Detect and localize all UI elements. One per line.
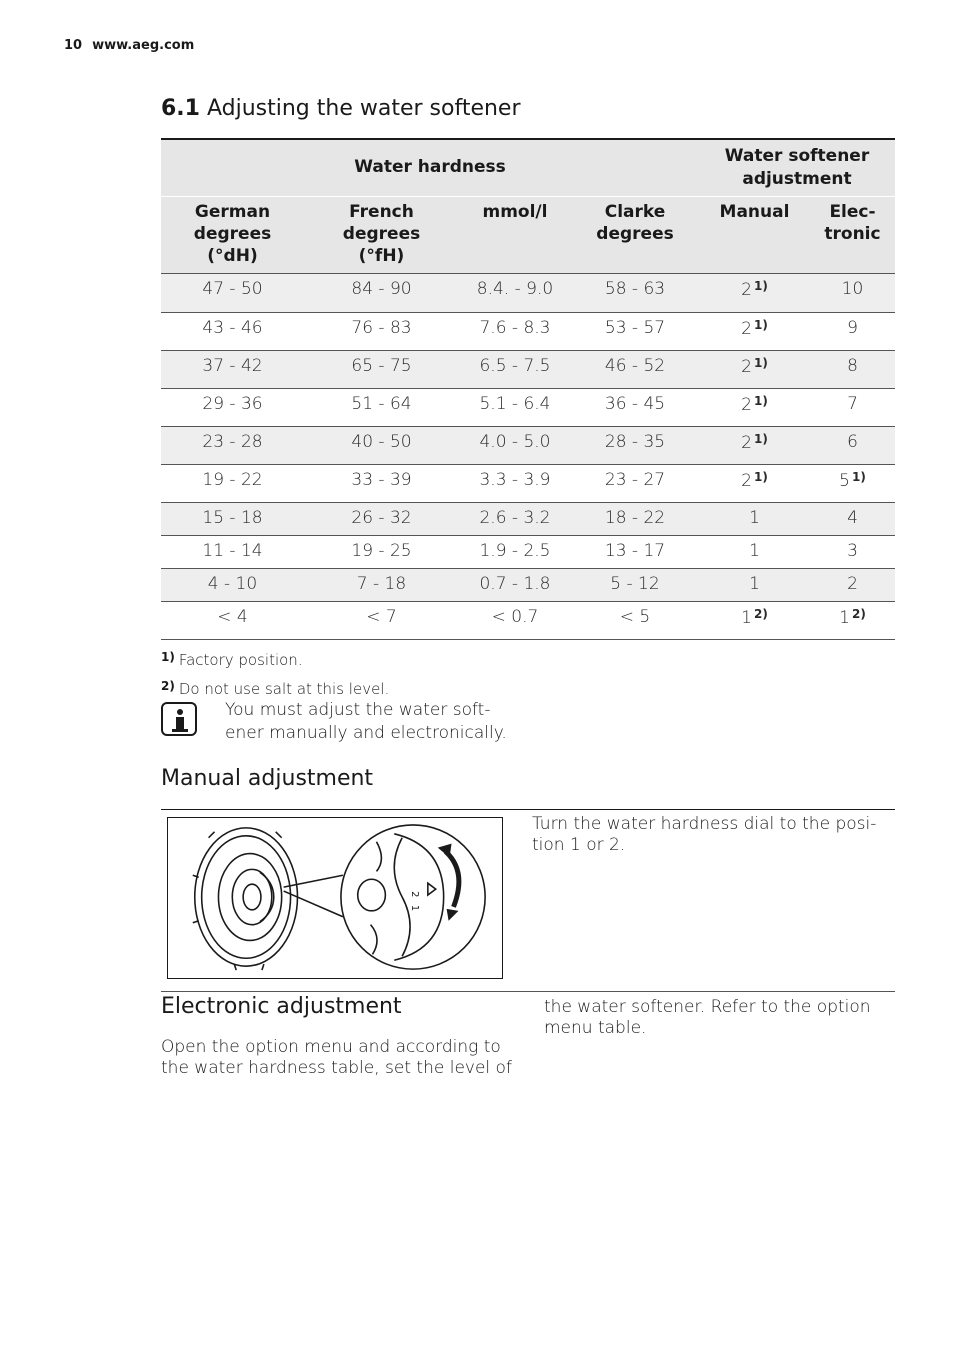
cell-mmol: 0.7 - 1.8	[459, 568, 571, 601]
table-row	[161, 350, 895, 388]
cell-mmol: < 0.7	[459, 601, 571, 639]
cell-mmol: 5.1 - 6.4	[459, 388, 571, 426]
electronic-adjustment-text-left: Open the option menu and according to the water hardness table, set the level of	[161, 1037, 512, 1078]
footnote-1: $^{1)}$ Factory position.	[161, 650, 303, 669]
cell-mmol: 7.6 - 8.3	[459, 312, 571, 350]
cell-manual: 2 $^{1)}$	[699, 388, 810, 426]
cell-german-degrees: 11 - 14	[161, 535, 304, 568]
cell-clarke-degrees: 58 - 63	[571, 273, 699, 312]
table-row	[161, 568, 895, 601]
cell-french-degrees: 76 - 83	[304, 312, 459, 350]
cell-manual: 2 $^{1)}$	[699, 312, 810, 350]
cell-electronic: 3	[810, 535, 895, 568]
info-icon	[161, 702, 197, 736]
cell-french-degrees: 40 - 50	[304, 426, 459, 464]
cell-electronic: 7	[810, 388, 895, 426]
table-row	[161, 502, 895, 535]
col-mmol: mmol/l	[459, 196, 571, 273]
dial-illustration	[168, 818, 502, 978]
cell-electronic: 5 $^{1)}$	[810, 464, 895, 502]
cell-german-degrees: 19 - 22	[161, 464, 304, 502]
table-row	[161, 273, 895, 312]
table-row	[161, 312, 895, 350]
cell-clarke-degrees: 5 - 12	[571, 568, 699, 601]
cell-french-degrees: 19 - 25	[304, 535, 459, 568]
cell-electronic: 9	[810, 312, 895, 350]
section-title-text: Adjusting the water softener	[206, 96, 521, 121]
table-row	[161, 535, 895, 568]
manual-divider	[161, 809, 895, 810]
cell-manual: 1	[699, 568, 810, 601]
cell-manual: 2 $^{1)}$	[699, 273, 810, 312]
cell-manual: 1	[699, 535, 810, 568]
table-body	[161, 273, 895, 639]
cell-german-degrees: 15 - 18	[161, 502, 304, 535]
cell-mmol: 1.9 - 2.5	[459, 535, 571, 568]
water-hardness-table	[161, 138, 895, 640]
dial-mark-1: 1	[409, 904, 421, 912]
table-row	[161, 388, 895, 426]
footnote-ref: 1)	[753, 431, 768, 446]
footnotes	[161, 644, 389, 702]
table-row	[161, 426, 895, 464]
manual-adjustment-text: Turn the water hardness dial to the posi- tion 1 or 2.	[532, 814, 877, 855]
page-header	[64, 38, 194, 53]
group-header-water-hardness: Water hardness	[161, 139, 699, 196]
cell-french-degrees: 84 - 90	[304, 273, 459, 312]
manual-adjustment-title: Manual adjustment	[161, 766, 374, 791]
footnote-ref: 1)	[753, 278, 768, 293]
cell-clarke-degrees: 36 - 45	[571, 388, 699, 426]
electronic-adjustment-text-right: the water softener. Refer to the option menu table.	[544, 997, 871, 1038]
cell-electronic: 2	[810, 568, 895, 601]
cell-french-degrees: 7 - 18	[304, 568, 459, 601]
table-row	[161, 464, 895, 502]
cell-german-degrees: 4 - 10	[161, 568, 304, 601]
cell-clarke-degrees: 46 - 52	[571, 350, 699, 388]
col-clarke-degrees: Clarke degrees	[571, 196, 699, 273]
cell-manual: 2 $^{1)}$	[699, 464, 810, 502]
cell-german-degrees: 37 - 42	[161, 350, 304, 388]
cell-german-degrees: 47 - 50	[161, 273, 304, 312]
cell-manual: 1 $^{2)}$	[699, 601, 810, 639]
info-note: You must adjust the water soft- ener manually and electronically.	[225, 700, 507, 743]
cell-clarke-degrees: 23 - 27	[571, 464, 699, 502]
cell-clarke-degrees: 53 - 57	[571, 312, 699, 350]
cell-mmol: 2.6 - 3.2	[459, 502, 571, 535]
cell-german-degrees: < 4	[161, 601, 304, 639]
cell-french-degrees: 65 - 75	[304, 350, 459, 388]
footnote-ref: 1)	[753, 393, 768, 408]
cell-german-degrees: 29 - 36	[161, 388, 304, 426]
footnote-ref: 1)	[753, 469, 768, 484]
dial-mark-2: 2	[409, 891, 421, 898]
electronic-adjustment-title: Electronic adjustment	[161, 994, 402, 1019]
cell-clarke-degrees: 28 - 35	[571, 426, 699, 464]
footnote-ref: 1)	[753, 317, 768, 332]
table-column-header	[161, 196, 895, 273]
col-german-degrees: German degrees (°dH)	[161, 196, 304, 273]
table-group-header	[161, 139, 895, 196]
cell-french-degrees: 26 - 32	[304, 502, 459, 535]
cell-clarke-degrees: < 5	[571, 601, 699, 639]
footnote-ref: 1)	[851, 469, 866, 484]
page-number: 10	[64, 38, 83, 53]
cell-french-degrees: 51 - 64	[304, 388, 459, 426]
cell-mmol: 8.4. - 9.0	[459, 273, 571, 312]
water-hardness-dial-figure	[167, 817, 503, 979]
cell-german-degrees: 43 - 46	[161, 312, 304, 350]
site-url: www.aeg.com	[92, 38, 195, 53]
col-french-degrees: French degrees (°fH)	[304, 196, 459, 273]
cell-electronic: 8	[810, 350, 895, 388]
cell-manual: 2 $^{1)}$	[699, 350, 810, 388]
cell-mmol: 3.3 - 3.9	[459, 464, 571, 502]
section-title	[161, 96, 521, 121]
cell-electronic: 6	[810, 426, 895, 464]
footnote-ref: 2)	[851, 606, 866, 621]
footnote-ref: 1)	[753, 355, 768, 370]
col-electronic: Elec- tronic	[810, 196, 895, 273]
electronic-divider	[161, 991, 895, 992]
cell-french-degrees: 33 - 39	[304, 464, 459, 502]
cell-electronic: 10	[810, 273, 895, 312]
cell-french-degrees: < 7	[304, 601, 459, 639]
cell-manual: 2 $^{1)}$	[699, 426, 810, 464]
cell-clarke-degrees: 18 - 22	[571, 502, 699, 535]
footnote-2: $^{2)}$ Do not use salt at this level.	[161, 679, 390, 698]
cell-mmol: 6.5 - 7.5	[459, 350, 571, 388]
cell-electronic: 1 $^{2)}$	[810, 601, 895, 639]
cell-german-degrees: 23 - 28	[161, 426, 304, 464]
cell-clarke-degrees: 13 - 17	[571, 535, 699, 568]
cell-mmol: 4.0 - 5.0	[459, 426, 571, 464]
col-manual: Manual	[699, 196, 810, 273]
cell-electronic: 4	[810, 502, 895, 535]
footnote-ref: 2)	[753, 606, 768, 621]
cell-manual: 1	[699, 502, 810, 535]
table-row	[161, 601, 895, 639]
section-number: 6.1	[161, 96, 200, 121]
group-header-softener-adjustment: Water softener adjustment	[699, 139, 895, 196]
